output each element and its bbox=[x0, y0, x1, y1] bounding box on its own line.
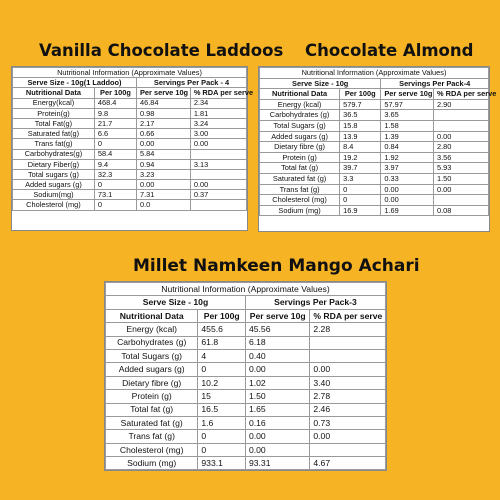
nutrient-value: 1.39 bbox=[381, 131, 434, 142]
table-row bbox=[13, 139, 247, 149]
column-header: Per 100g bbox=[94, 88, 136, 98]
table-row bbox=[260, 195, 489, 206]
nutrition-panel-chocolate-almond bbox=[258, 66, 497, 232]
nutrient-value: 0.40 bbox=[245, 349, 309, 362]
table-row bbox=[106, 363, 386, 376]
nutrient-value: 0.00 bbox=[245, 430, 309, 443]
nutrient-value: 0.94 bbox=[137, 159, 191, 169]
nutrient-value: 2.90 bbox=[434, 99, 489, 110]
nutrient-value: 13.9 bbox=[340, 131, 381, 142]
nutrient-value: 0.00 bbox=[434, 131, 489, 142]
nutrient-label: Protein (g) bbox=[106, 390, 198, 403]
nutrient-label: Trans fat (g) bbox=[106, 430, 198, 443]
nutrient-value: 6.18 bbox=[245, 336, 309, 349]
caption-row bbox=[13, 68, 247, 78]
nutrient-value: 0.00 bbox=[381, 195, 434, 206]
nutrient-value: 0 bbox=[198, 363, 246, 376]
nutrient-value: 0.00 bbox=[190, 139, 246, 149]
nutrient-label: Total fat (g) bbox=[260, 163, 340, 174]
table-row bbox=[260, 99, 489, 110]
nutrient-value: 3.24 bbox=[190, 118, 246, 128]
nutrient-label: Dietary Fiber(g) bbox=[13, 159, 95, 169]
table-row bbox=[13, 98, 247, 108]
nutrient-value: 1.65 bbox=[245, 403, 309, 416]
nutrient-value: 0.16 bbox=[245, 416, 309, 429]
nutrient-value: 5.84 bbox=[137, 149, 191, 159]
header-row bbox=[106, 309, 386, 322]
nutrient-value: 0.73 bbox=[310, 416, 386, 429]
nutrient-value: 9.4 bbox=[94, 159, 136, 169]
nutrient-value: 0.00 bbox=[245, 443, 309, 456]
nutrient-label: Trans fat (g) bbox=[260, 184, 340, 195]
nutrient-value: 5.93 bbox=[434, 163, 489, 174]
nutrient-value: 0 bbox=[340, 195, 381, 206]
nutrition-table bbox=[105, 282, 386, 470]
table-row bbox=[13, 200, 247, 210]
nutrient-value: 455.6 bbox=[198, 323, 246, 336]
table-row bbox=[260, 205, 489, 216]
serve-size: Serve Size - 10g bbox=[106, 296, 246, 309]
nutrient-value: 61.8 bbox=[198, 336, 246, 349]
nutrient-value: 2.46 bbox=[310, 403, 386, 416]
table-row bbox=[106, 336, 386, 349]
table-row bbox=[106, 323, 386, 336]
nutrient-label: Added sugars (g) bbox=[13, 180, 95, 190]
nutrient-value: 9.8 bbox=[94, 108, 136, 118]
nutrient-value: 579.7 bbox=[340, 99, 381, 110]
column-header: Per serve 10g bbox=[245, 309, 309, 322]
table-row bbox=[106, 416, 386, 429]
table-row bbox=[13, 118, 247, 128]
servings-per-pack: Servings Per Pack - 4 bbox=[137, 78, 247, 88]
table-row bbox=[13, 149, 247, 159]
table-row bbox=[106, 457, 386, 470]
nutrient-value: 0.00 bbox=[190, 180, 246, 190]
serve-row bbox=[260, 78, 489, 89]
nutrient-value: 0.00 bbox=[310, 430, 386, 443]
nutrient-label: Total Sugars (g) bbox=[106, 349, 198, 362]
serve-size: Serve Size - 10g(1 Laddoo) bbox=[13, 78, 137, 88]
nutrient-label: Added sugars (g) bbox=[106, 363, 198, 376]
table-caption: Nutritional Information (Approximate Values) bbox=[13, 68, 247, 78]
nutrient-label: Sodium (mg) bbox=[260, 205, 340, 216]
nutrient-value bbox=[310, 349, 386, 362]
nutrition-panel-vanilla-chocolate-laddoos bbox=[11, 66, 254, 231]
caption-row bbox=[106, 283, 386, 296]
nutrient-value: 933.1 bbox=[198, 457, 246, 470]
nutrient-value: 0.66 bbox=[137, 129, 191, 139]
nutrient-value: 0 bbox=[198, 443, 246, 456]
nutrient-value: 36.5 bbox=[340, 110, 381, 121]
nutrient-value: 0 bbox=[340, 184, 381, 195]
serve-size: Serve Size - 10g bbox=[260, 78, 381, 89]
nutrient-value: 0 bbox=[94, 139, 136, 149]
nutrient-value: 3.40 bbox=[310, 376, 386, 389]
table-row bbox=[13, 169, 247, 179]
nutrient-label: Cholesterol (mg) bbox=[13, 200, 95, 210]
nutrient-value bbox=[310, 336, 386, 349]
table-row bbox=[260, 173, 489, 184]
nutrient-label: Saturated fat (g) bbox=[260, 173, 340, 184]
nutrient-value: 468.4 bbox=[94, 98, 136, 108]
nutrient-value: 3.13 bbox=[190, 159, 246, 169]
nutrient-value bbox=[190, 149, 246, 159]
nutrient-label: Sodium (mg) bbox=[106, 457, 198, 470]
nutrient-value: 15.8 bbox=[340, 120, 381, 131]
servings-per-pack: Servings Per Pack-4 bbox=[381, 78, 489, 89]
serve-row bbox=[106, 296, 386, 309]
nutrient-value: 0.84 bbox=[381, 142, 434, 153]
servings-per-pack: Servings Per Pack-3 bbox=[245, 296, 385, 309]
nutrient-label: Cholesterol (mg) bbox=[106, 443, 198, 456]
nutrient-value: 73.1 bbox=[94, 190, 136, 200]
nutrient-value: 3.3 bbox=[340, 173, 381, 184]
table-row bbox=[13, 190, 247, 200]
nutrient-value bbox=[434, 110, 489, 121]
nutrient-label: Trans fat(g) bbox=[13, 139, 95, 149]
nutrient-label: Carbohydrates (g) bbox=[106, 336, 198, 349]
table-caption: Nutritional Information (Approximate Values) bbox=[106, 283, 386, 296]
nutrient-value: 45.56 bbox=[245, 323, 309, 336]
nutrient-value: 19.2 bbox=[340, 152, 381, 163]
nutrient-value: 0 bbox=[94, 200, 136, 210]
caption-row bbox=[260, 68, 489, 79]
nutrient-label: Total Sugars (g) bbox=[260, 120, 340, 131]
nutrient-value: 0.08 bbox=[434, 205, 489, 216]
product-title-millet-namkeen-mango-achari: Millet Namkeen Mango Achari bbox=[133, 256, 420, 276]
column-header: % RDA per serve bbox=[190, 88, 246, 98]
nutrient-value: 3.65 bbox=[381, 110, 434, 121]
table-row bbox=[13, 180, 247, 190]
table-caption: Nutritional Information (Approximate Values) bbox=[260, 68, 489, 79]
nutrient-label: Protein(g) bbox=[13, 108, 95, 118]
nutrient-value: 3.97 bbox=[381, 163, 434, 174]
nutrient-value: 0.0 bbox=[137, 200, 191, 210]
table-row bbox=[13, 108, 247, 118]
table-row bbox=[106, 390, 386, 403]
nutrient-value: 0.33 bbox=[381, 173, 434, 184]
nutrient-value: 2.78 bbox=[310, 390, 386, 403]
table-row bbox=[106, 403, 386, 416]
nutrition-panel-millet-namkeen-mango-achari bbox=[104, 281, 387, 471]
nutrient-value: 1.58 bbox=[381, 120, 434, 131]
table-row bbox=[260, 142, 489, 153]
nutrient-value: 58.4 bbox=[94, 149, 136, 159]
nutrient-value: 1.92 bbox=[381, 152, 434, 163]
table-row bbox=[13, 159, 247, 169]
table-row bbox=[106, 430, 386, 443]
nutrient-value: 0.00 bbox=[381, 184, 434, 195]
nutrient-value: 1.50 bbox=[245, 390, 309, 403]
nutrient-value: 16.9 bbox=[340, 205, 381, 216]
nutrient-value: 0.00 bbox=[137, 139, 191, 149]
column-header: % RDA per serve bbox=[434, 89, 489, 100]
nutrient-value: 7.31 bbox=[137, 190, 191, 200]
table-row bbox=[13, 129, 247, 139]
table-row bbox=[106, 443, 386, 456]
product-title-chocolate-almond: Chocolate Almond bbox=[305, 41, 474, 60]
nutrient-value bbox=[310, 443, 386, 456]
nutrient-value: 2.34 bbox=[190, 98, 246, 108]
nutrient-value: 3.23 bbox=[137, 169, 191, 179]
nutrient-value: 0.00 bbox=[310, 363, 386, 376]
nutrient-value: 32.3 bbox=[94, 169, 136, 179]
nutrient-value: 2.80 bbox=[434, 142, 489, 153]
column-header: Per 100g bbox=[340, 89, 381, 100]
nutrient-value: 0.00 bbox=[137, 180, 191, 190]
nutrient-label: Saturated fat(g) bbox=[13, 129, 95, 139]
header-row bbox=[260, 89, 489, 100]
nutrient-value: 0 bbox=[198, 430, 246, 443]
nutrition-table bbox=[12, 67, 254, 211]
nutrient-value: 0.37 bbox=[190, 190, 246, 200]
nutrient-value: 3.56 bbox=[434, 152, 489, 163]
table-row bbox=[260, 152, 489, 163]
nutrient-label: Carbohydrates (g) bbox=[260, 110, 340, 121]
nutrient-label: Dietary fibre (g) bbox=[260, 142, 340, 153]
nutrient-value bbox=[434, 120, 489, 131]
nutrient-value: 3.00 bbox=[190, 129, 246, 139]
column-header: Per 100g bbox=[198, 309, 246, 322]
nutrient-value: 4 bbox=[198, 349, 246, 362]
nutrient-label: Dietary fibre (g) bbox=[106, 376, 198, 389]
nutrient-value: 2.17 bbox=[137, 118, 191, 128]
nutrient-label: Total Fat(g) bbox=[13, 118, 95, 128]
nutrient-value: 57.97 bbox=[381, 99, 434, 110]
nutrient-value: 10.2 bbox=[198, 376, 246, 389]
serve-row bbox=[13, 78, 247, 88]
nutrient-value: 4.67 bbox=[310, 457, 386, 470]
nutrient-label: Carbohydrates(g) bbox=[13, 149, 95, 159]
nutrient-value: 1.02 bbox=[245, 376, 309, 389]
nutrient-value: 1.69 bbox=[381, 205, 434, 216]
nutrient-label: Total sugars (g) bbox=[13, 169, 95, 179]
nutrient-value: 1.81 bbox=[190, 108, 246, 118]
nutrient-label: Total fat (g) bbox=[106, 403, 198, 416]
nutrient-value: 46.84 bbox=[137, 98, 191, 108]
nutrient-value bbox=[434, 195, 489, 206]
table-row bbox=[260, 184, 489, 195]
table-row bbox=[260, 163, 489, 174]
nutrient-label: Sodium(mg) bbox=[13, 190, 95, 200]
column-header: Per serve 10g bbox=[137, 88, 191, 98]
nutrient-value: 1.6 bbox=[198, 416, 246, 429]
nutrient-value bbox=[190, 200, 246, 210]
nutrient-value: 15 bbox=[198, 390, 246, 403]
nutrient-value: 0.00 bbox=[434, 184, 489, 195]
nutrient-value: 2.28 bbox=[310, 323, 386, 336]
column-header: Nutritional Data bbox=[260, 89, 340, 100]
nutrient-value: 0 bbox=[94, 180, 136, 190]
nutrient-label: Saturated fat (g) bbox=[106, 416, 198, 429]
nutrient-value: 39.7 bbox=[340, 163, 381, 174]
table-row bbox=[260, 131, 489, 142]
nutrient-label: Energy (kcal) bbox=[260, 99, 340, 110]
nutrient-label: Energy (kcal) bbox=[106, 323, 198, 336]
nutrient-value bbox=[190, 169, 246, 179]
table-row bbox=[260, 110, 489, 121]
nutrient-value: 8.4 bbox=[340, 142, 381, 153]
table-row bbox=[106, 349, 386, 362]
nutrient-value: 6.6 bbox=[94, 129, 136, 139]
nutrient-value: 93.31 bbox=[245, 457, 309, 470]
nutrient-value: 21.7 bbox=[94, 118, 136, 128]
header-row bbox=[13, 88, 247, 98]
nutrient-value: 0.00 bbox=[245, 363, 309, 376]
nutrient-label: Protein (g) bbox=[260, 152, 340, 163]
table-row bbox=[106, 376, 386, 389]
nutrition-table bbox=[259, 67, 497, 216]
nutrient-label: Added sugars (g) bbox=[260, 131, 340, 142]
column-header: % RDA per serve bbox=[310, 309, 386, 322]
nutrient-value: 16.5 bbox=[198, 403, 246, 416]
column-header: Per serve 10g bbox=[381, 89, 434, 100]
nutrient-value: 1.50 bbox=[434, 173, 489, 184]
column-header: Nutritional Data bbox=[106, 309, 198, 322]
nutrient-label: Cholesterol (mg) bbox=[260, 195, 340, 206]
column-header: Nutritional Data bbox=[13, 88, 95, 98]
nutrient-value: 0.98 bbox=[137, 108, 191, 118]
table-row bbox=[260, 120, 489, 131]
product-title-vanilla-chocolate-laddoos: Vanilla Chocolate Laddoos bbox=[39, 41, 284, 60]
nutrient-label: Energy(kcal) bbox=[13, 98, 95, 108]
